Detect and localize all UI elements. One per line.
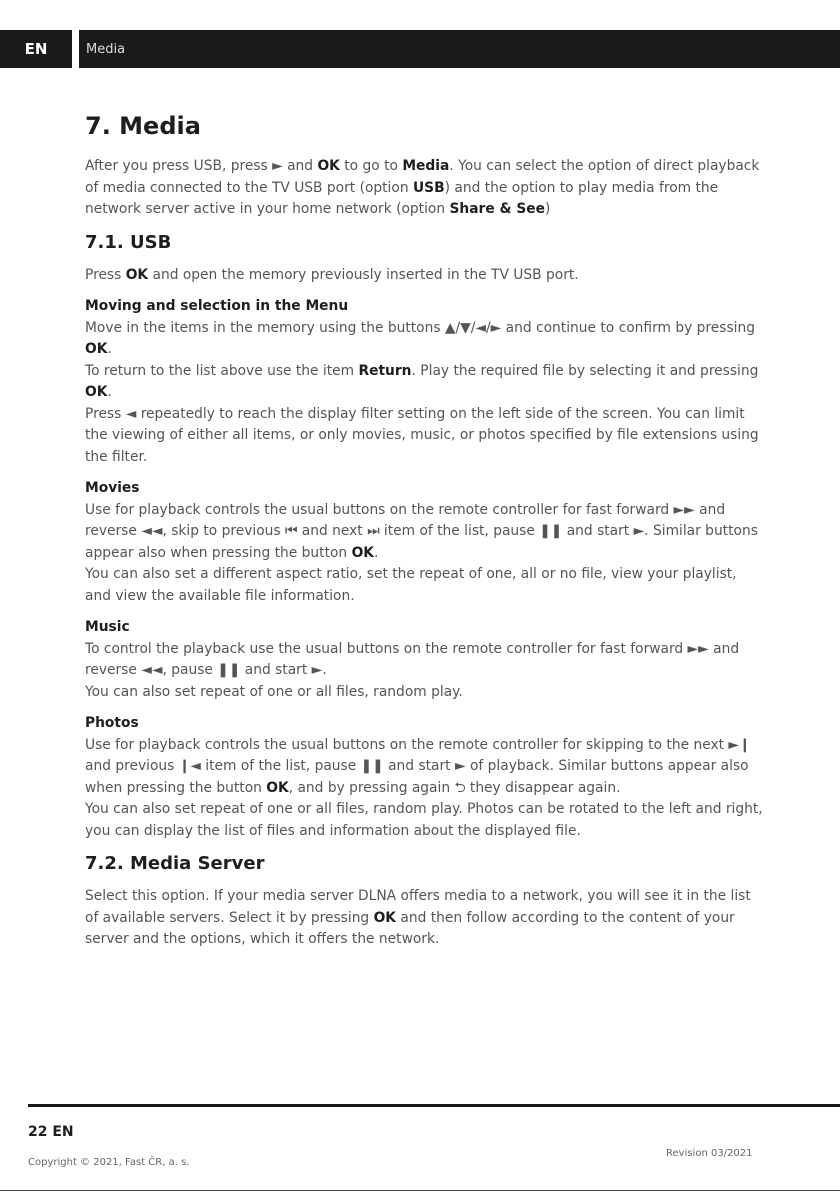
movies-paragraph-2: You can also set a different aspect ratio, set the repeat of one, all or no file, view your playlist, and view the available file information. <box>85 566 737 604</box>
music-paragraph-2: You can also set repeat of one or all files, random play. <box>85 683 463 700</box>
photos-paragraph-2: You can also set repeat of one or all files, random play. Photos can be rotated to the left and right, you can display the list of files and information about the displayed file. <box>85 801 763 839</box>
subheading-photos: Photos <box>85 715 139 731</box>
media-server-paragraph: Select this option. If your media server DLNA offers media to a network, you will see it in the list of available servers. Select it by pressing OK and then follow according to the content of your server and the options, which it offers the network. <box>85 888 751 947</box>
footer-divider <box>28 1104 840 1107</box>
section-title: Media <box>86 41 126 57</box>
bottom-border <box>0 1190 840 1191</box>
copyright-notice: Copyright © 2021, Fast ČR, a. s. <box>28 1157 190 1168</box>
page-number: 22 EN <box>28 1124 74 1140</box>
subheading-menu: Moving and selection in the Menu <box>85 298 349 314</box>
movies-paragraph-1: Use for playback controls the usual buttons on the remote controller for fast forward ►► and reverse ◄◄, skip to previous ⏮ and next ⏭ item of the list, pause ❚❚ and start ►. Similar buttons appear also when pressing the button OK. <box>85 501 758 561</box>
subheading-movies: Movies <box>85 480 140 496</box>
page-content <box>85 110 765 951</box>
chapter-title: 7. Media <box>85 112 201 140</box>
section-heading-media-server: 7.2. Media Server <box>85 853 265 874</box>
language-tab: EN <box>0 30 72 68</box>
section-header <box>79 30 840 68</box>
photos-paragraph-1: Use for playback controls the usual buttons on the remote controller for skipping to the next ►❙ and previous ❙◄ item of the list, pause ❚❚ and start ► of playback. Similar buttons appear also when pressing the button OK, and by pressing again ⮌ they disappear again. <box>85 736 751 796</box>
music-paragraph-1: To control the playback use the usual buttons on the remote controller for fast forward ►► and reverse ◄◄, pause ❚❚ and start ►. <box>85 640 740 678</box>
section-heading-usb: 7.1. USB <box>85 231 172 253</box>
revision-label: Revision 03/2021 <box>666 1148 753 1159</box>
intro-paragraph: After you press USB, press ► and OK to go to Media. You can select the option of direct playback of media connected to the TV USB port (option USB) and the option to play media from the network server active in your home network (option Share & See) <box>85 158 760 217</box>
menu-paragraph-3: Press ◄ repeatedly to reach the display filter setting on the left side of the screen. You can limit the viewing of either all items, or only movies, music, or photos specified by file extensions using the filter. <box>85 405 759 465</box>
subheading-music: Music <box>85 619 130 635</box>
menu-paragraph-1: Move in the items in the memory using the buttons ▲/▼/◄/► and continue to confirm by pressing OK. <box>85 319 755 357</box>
menu-paragraph-2: To return to the list above use the item Return. Play the required file by selecting it and pressing OK. <box>85 362 759 400</box>
usb-intro-paragraph: Press OK and open the memory previously inserted in the TV USB port. <box>85 266 579 283</box>
